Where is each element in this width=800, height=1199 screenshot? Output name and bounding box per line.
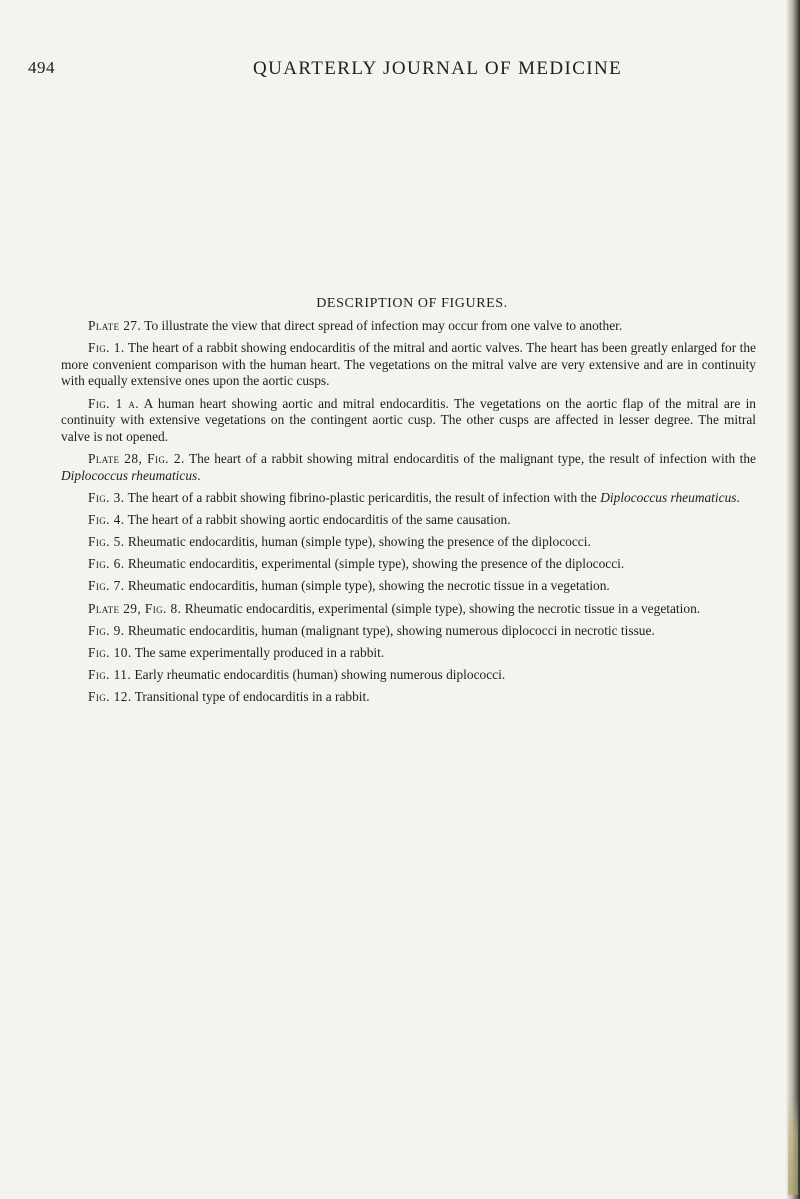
- page-edge-stain: [788, 1095, 798, 1195]
- organism-name: Diplococcus rheumaticus: [61, 467, 198, 483]
- figure-description: The heart of a rabbit showing endocarditis of the mitral and aortic valves. The heart has been greatly enlarged for the more convenient comparison with the human heart. The vegetations on the mitral valve are very extensive and are in continuity with equally extensive ones upon the aortic cusps.: [61, 340, 756, 389]
- paragraph-fig-12: [61, 689, 756, 706]
- figure-description: The heart of a rabbit showing aortic endocarditis of the same causation.: [127, 511, 511, 527]
- paragraph-plate-27: [61, 318, 756, 335]
- figure-description: Rheumatic endocarditis, human (simple type), showing the necrotic tissue in a vegetation.: [127, 578, 610, 594]
- paragraph-plate-28-fig-2: [61, 451, 756, 484]
- paragraph-fig-5: [61, 534, 756, 551]
- figure-label: Fig. 1 a.: [88, 395, 140, 411]
- figure-description: A human heart showing aortic and mitral endocarditis. The vegetations on the aortic flap of the mitral are in continuity with extensive vegetations on the contingent aortic cusp. The other cusps are affected in lesser degree. The mitral valve is not opened.: [61, 395, 756, 444]
- page-header: [28, 58, 768, 84]
- figure-label: Fig. 3.: [88, 489, 125, 505]
- page-number: 494: [28, 58, 55, 77]
- paragraph-fig-7: [61, 578, 756, 595]
- trailing-punctuation: .: [197, 467, 201, 483]
- figure-description: Rheumatic endocarditis, experimental (simple type), showing the presence of the diplococci.: [127, 556, 625, 572]
- section-title: DESCRIPTION OF FIGURES.: [316, 296, 508, 311]
- figure-label: Fig. 10.: [88, 645, 132, 661]
- paragraph-fig-4: [61, 512, 756, 529]
- figure-description: Rheumatic endocarditis, experimental (simple type), showing the necrotic tissue in a vegetation.: [184, 600, 701, 616]
- figure-description: Transitional type of endocarditis in a rabbit.: [134, 689, 370, 705]
- paragraph-fig-1: [61, 340, 756, 390]
- figure-description: To illustrate the view that direct spread of infection may occur from one valve to another.: [144, 318, 623, 333]
- paragraph-fig-3: [61, 490, 756, 507]
- figure-label: Plate 27.: [88, 318, 142, 333]
- figure-label: Fig. 9.: [88, 622, 125, 638]
- figure-label: Fig. 7.: [88, 578, 125, 594]
- figure-description: The heart of a rabbit showing mitral endocarditis of the malignant type, the result of infection with the: [188, 450, 756, 466]
- paragraph-fig-11: [61, 667, 756, 684]
- page-edge-shadow: [786, 0, 800, 1199]
- figure-description: Rheumatic endocarditis, human (malignant type), showing numerous diplococci in necrotic tissue.: [127, 622, 655, 638]
- paragraph-fig-9: [61, 623, 756, 640]
- paragraph-fig-6: [61, 556, 756, 573]
- figure-label: Plate 29, Fig. 8.: [88, 600, 182, 616]
- paragraph-fig-10: [61, 645, 756, 662]
- paragraph-fig-1a: [61, 396, 756, 446]
- figure-label: Fig. 4.: [88, 511, 125, 527]
- figure-label: Fig. 5.: [88, 534, 125, 550]
- trailing-punctuation: .: [736, 489, 740, 505]
- figure-description: The same experimentally produced in a rabbit.: [134, 645, 385, 661]
- organism-name: Diplococcus rheumaticus: [600, 489, 737, 505]
- figure-label: Plate 28, Fig. 2.: [88, 450, 185, 466]
- figure-label: Fig. 12.: [88, 689, 132, 705]
- figure-description: The heart of a rabbit showing fibrino-plastic pericarditis, the result of infection with the: [127, 489, 597, 505]
- figure-label: Fig. 6.: [88, 556, 125, 572]
- figure-label: Fig. 1.: [88, 340, 125, 356]
- figure-description: Early rheumatic endocarditis (human) showing numerous diplococci.: [134, 667, 506, 683]
- paragraph-plate-29-fig-8: [61, 601, 756, 618]
- figure-label: Fig. 11.: [88, 667, 132, 683]
- figure-description: Rheumatic endocarditis, human (simple type), showing the presence of the diplococci.: [127, 534, 591, 550]
- figure-descriptions: [61, 318, 756, 712]
- running-head: QUARTERLY JOURNAL OF MEDICINE: [253, 58, 623, 79]
